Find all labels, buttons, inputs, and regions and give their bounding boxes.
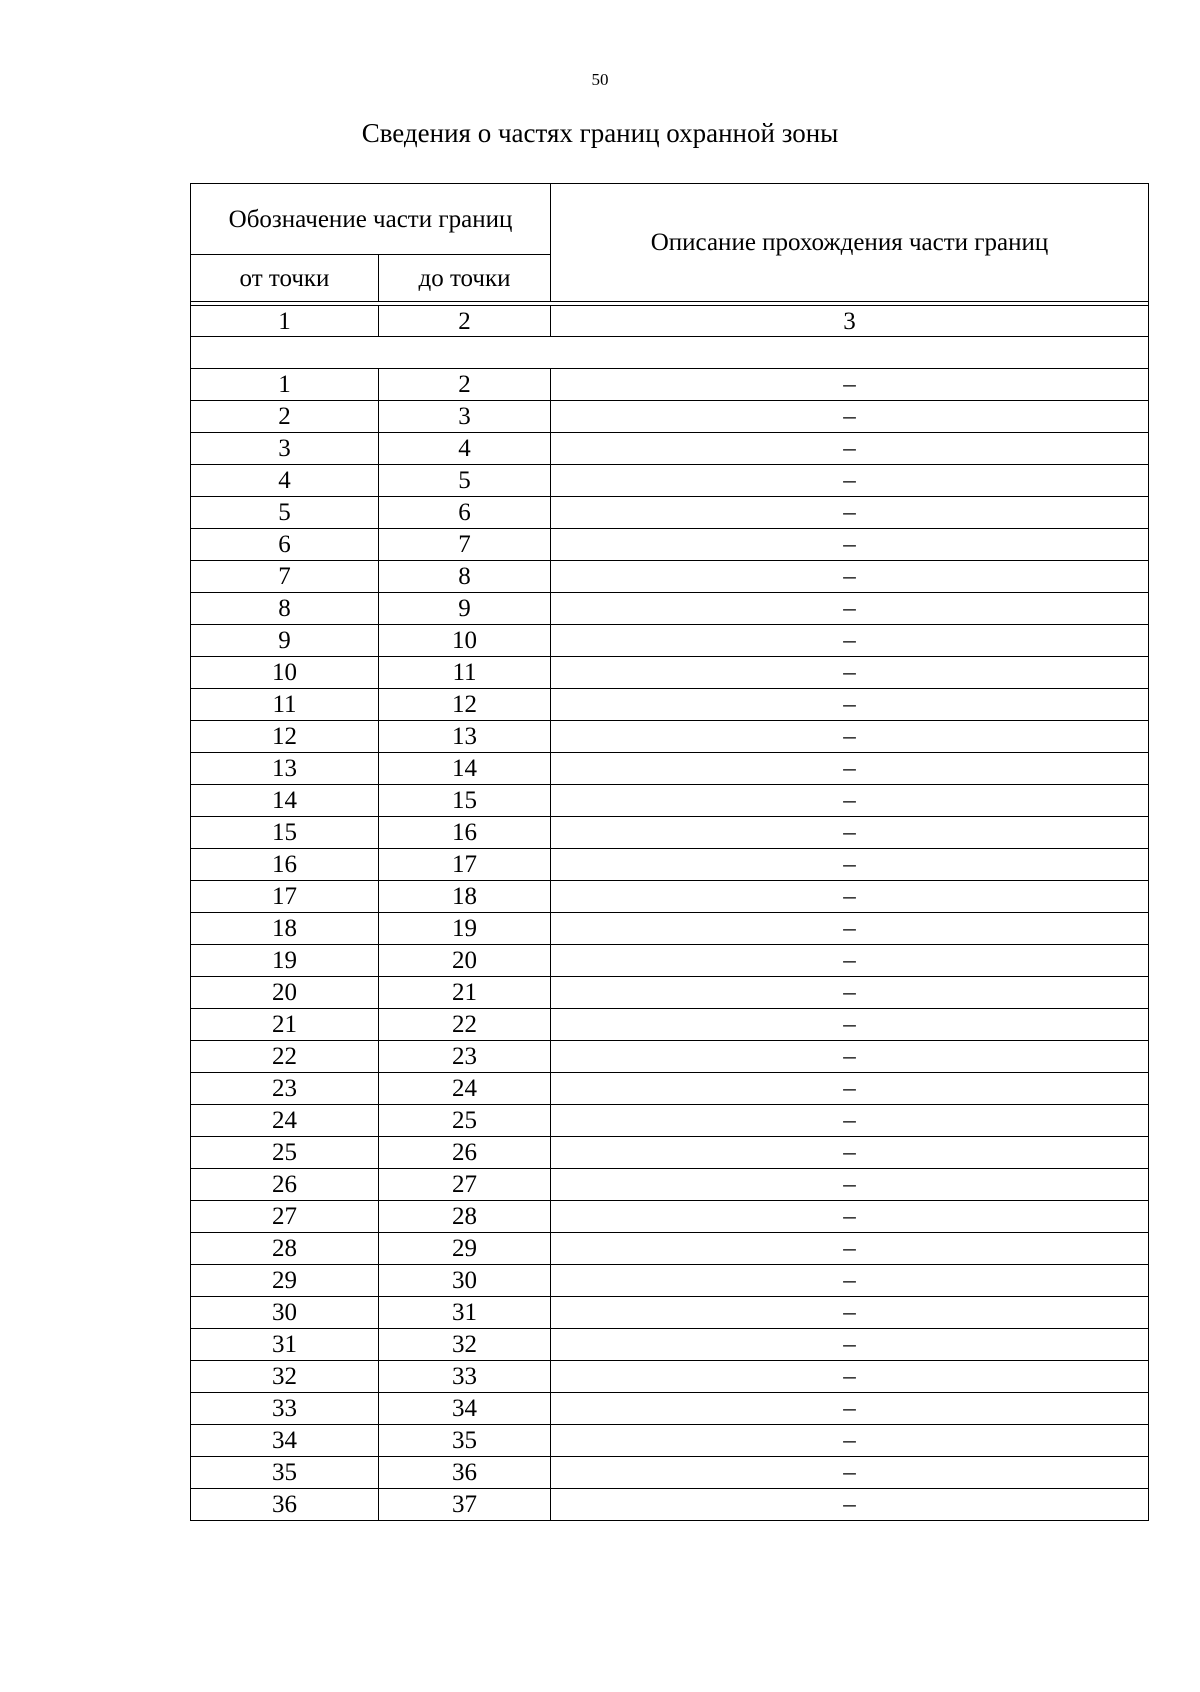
header-designation: Обозначение части границ (191, 184, 551, 255)
table-row (191, 369, 1149, 401)
from-point-cell: 17 (191, 881, 379, 913)
to-point-cell: 35 (379, 1425, 551, 1457)
table-row (191, 1233, 1149, 1265)
description-cell: – (551, 1233, 1149, 1265)
column-number-row (191, 306, 1149, 337)
description-cell: – (551, 1265, 1149, 1297)
description-cell: – (551, 1041, 1149, 1073)
description-cell: – (551, 945, 1149, 977)
from-point-cell: 28 (191, 1233, 379, 1265)
to-point-cell: 32 (379, 1329, 551, 1361)
to-point-cell: 14 (379, 753, 551, 785)
description-cell: – (551, 977, 1149, 1009)
from-point-cell: 19 (191, 945, 379, 977)
to-point-cell: 34 (379, 1393, 551, 1425)
from-point-cell: 35 (191, 1457, 379, 1489)
from-point-cell: 23 (191, 1073, 379, 1105)
table-row (191, 1297, 1149, 1329)
from-point-cell: 1 (191, 369, 379, 401)
page-title: Сведения о частях границ охранной зоны (361, 118, 839, 148)
to-point-cell: 8 (379, 561, 551, 593)
from-point-cell: 33 (191, 1393, 379, 1425)
table-row (191, 1425, 1149, 1457)
table-row (191, 785, 1149, 817)
table-row (191, 1457, 1149, 1489)
section-blank-row (191, 337, 1149, 369)
from-point-cell: 27 (191, 1201, 379, 1233)
from-point-cell: 22 (191, 1041, 379, 1073)
to-point-cell: 11 (379, 657, 551, 689)
table-row (191, 881, 1149, 913)
description-cell: – (551, 401, 1149, 433)
to-point-cell: 10 (379, 625, 551, 657)
table-row (191, 913, 1149, 945)
description-cell: – (551, 1329, 1149, 1361)
description-cell: – (551, 1393, 1149, 1425)
table-row (191, 1361, 1149, 1393)
table-row (191, 561, 1149, 593)
table-row (191, 1265, 1149, 1297)
to-point-cell: 15 (379, 785, 551, 817)
to-point-cell: 27 (379, 1169, 551, 1201)
to-point-cell: 9 (379, 593, 551, 625)
description-cell: – (551, 913, 1149, 945)
from-point-cell: 29 (191, 1265, 379, 1297)
to-point-cell: 4 (379, 433, 551, 465)
table-row (191, 1009, 1149, 1041)
table-row (191, 1041, 1149, 1073)
to-point-cell: 18 (379, 881, 551, 913)
table-row (191, 977, 1149, 1009)
to-point-cell: 17 (379, 849, 551, 881)
description-cell: – (551, 1297, 1149, 1329)
to-point-cell: 21 (379, 977, 551, 1009)
to-point-cell: 23 (379, 1041, 551, 1073)
table-row (191, 497, 1149, 529)
description-cell: – (551, 593, 1149, 625)
description-cell: – (551, 657, 1149, 689)
to-point-cell: 20 (379, 945, 551, 977)
header-from-point: от точки (191, 255, 379, 302)
table-row (191, 465, 1149, 497)
from-point-cell: 10 (191, 657, 379, 689)
description-cell: – (551, 1201, 1149, 1233)
to-point-cell: 31 (379, 1297, 551, 1329)
section-blank-cell (191, 337, 1149, 369)
to-point-cell: 19 (379, 913, 551, 945)
table-row (191, 657, 1149, 689)
table-row (191, 689, 1149, 721)
table-row (191, 1137, 1149, 1169)
description-cell: – (551, 689, 1149, 721)
description-cell: – (551, 433, 1149, 465)
to-point-cell: 2 (379, 369, 551, 401)
to-point-cell: 22 (379, 1009, 551, 1041)
table-row (191, 625, 1149, 657)
to-point-cell: 33 (379, 1361, 551, 1393)
description-cell: – (551, 561, 1149, 593)
from-point-cell: 36 (191, 1489, 379, 1521)
from-point-cell: 2 (191, 401, 379, 433)
table-row (191, 1489, 1149, 1521)
from-point-cell: 31 (191, 1329, 379, 1361)
description-cell: – (551, 881, 1149, 913)
to-point-cell: 25 (379, 1105, 551, 1137)
from-point-cell: 5 (191, 497, 379, 529)
to-point-cell: 3 (379, 401, 551, 433)
to-point-cell: 5 (379, 465, 551, 497)
description-cell: – (551, 817, 1149, 849)
to-point-cell: 28 (379, 1201, 551, 1233)
boundary-parts-table (190, 183, 1149, 1521)
from-point-cell: 6 (191, 529, 379, 561)
to-point-cell: 29 (379, 1233, 551, 1265)
column-number: 1 (191, 306, 379, 337)
to-point-cell: 30 (379, 1265, 551, 1297)
from-point-cell: 30 (191, 1297, 379, 1329)
to-point-cell: 6 (379, 497, 551, 529)
description-cell: – (551, 529, 1149, 561)
description-cell: – (551, 625, 1149, 657)
description-cell: – (551, 1137, 1149, 1169)
description-cell: – (551, 1425, 1149, 1457)
description-cell: – (551, 1105, 1149, 1137)
description-cell: – (551, 721, 1149, 753)
description-cell: – (551, 1073, 1149, 1105)
table-row (191, 593, 1149, 625)
table-row (191, 1073, 1149, 1105)
from-point-cell: 13 (191, 753, 379, 785)
from-point-cell: 7 (191, 561, 379, 593)
from-point-cell: 16 (191, 849, 379, 881)
table-row (191, 849, 1149, 881)
header-description: Описание прохождения части границ (551, 184, 1149, 302)
description-cell: – (551, 753, 1149, 785)
description-cell: – (551, 1361, 1149, 1393)
description-cell: – (551, 497, 1149, 529)
table-row (191, 945, 1149, 977)
to-point-cell: 12 (379, 689, 551, 721)
from-point-cell: 20 (191, 977, 379, 1009)
description-cell: – (551, 1169, 1149, 1201)
from-point-cell: 12 (191, 721, 379, 753)
from-point-cell: 24 (191, 1105, 379, 1137)
from-point-cell: 21 (191, 1009, 379, 1041)
page-number: 50 (591, 70, 609, 89)
to-point-cell: 26 (379, 1137, 551, 1169)
table-row (191, 401, 1149, 433)
from-point-cell: 14 (191, 785, 379, 817)
table-row (191, 721, 1149, 753)
table-row (191, 529, 1149, 561)
from-point-cell: 3 (191, 433, 379, 465)
table-row (191, 433, 1149, 465)
to-point-cell: 7 (379, 529, 551, 561)
description-cell: – (551, 1009, 1149, 1041)
description-cell: – (551, 1489, 1149, 1521)
table-row (191, 1105, 1149, 1137)
description-cell: – (551, 1457, 1149, 1489)
from-point-cell: 25 (191, 1137, 379, 1169)
from-point-cell: 34 (191, 1425, 379, 1457)
table-header-row (191, 184, 1149, 255)
header-to-point: до точки (379, 255, 551, 302)
table-row (191, 1329, 1149, 1361)
to-point-cell: 13 (379, 721, 551, 753)
from-point-cell: 15 (191, 817, 379, 849)
from-point-cell: 4 (191, 465, 379, 497)
description-cell: – (551, 369, 1149, 401)
to-point-cell: 16 (379, 817, 551, 849)
table-row (191, 1201, 1149, 1233)
from-point-cell: 32 (191, 1361, 379, 1393)
description-cell: – (551, 465, 1149, 497)
table-row (191, 1393, 1149, 1425)
to-point-cell: 37 (379, 1489, 551, 1521)
to-point-cell: 36 (379, 1457, 551, 1489)
description-cell: – (551, 785, 1149, 817)
to-point-cell: 24 (379, 1073, 551, 1105)
column-number: 2 (379, 306, 551, 337)
from-point-cell: 8 (191, 593, 379, 625)
table-row (191, 753, 1149, 785)
from-point-cell: 26 (191, 1169, 379, 1201)
from-point-cell: 11 (191, 689, 379, 721)
from-point-cell: 18 (191, 913, 379, 945)
description-cell: – (551, 849, 1149, 881)
column-number: 3 (551, 306, 1149, 337)
from-point-cell: 9 (191, 625, 379, 657)
table-row (191, 1169, 1149, 1201)
table-row (191, 817, 1149, 849)
